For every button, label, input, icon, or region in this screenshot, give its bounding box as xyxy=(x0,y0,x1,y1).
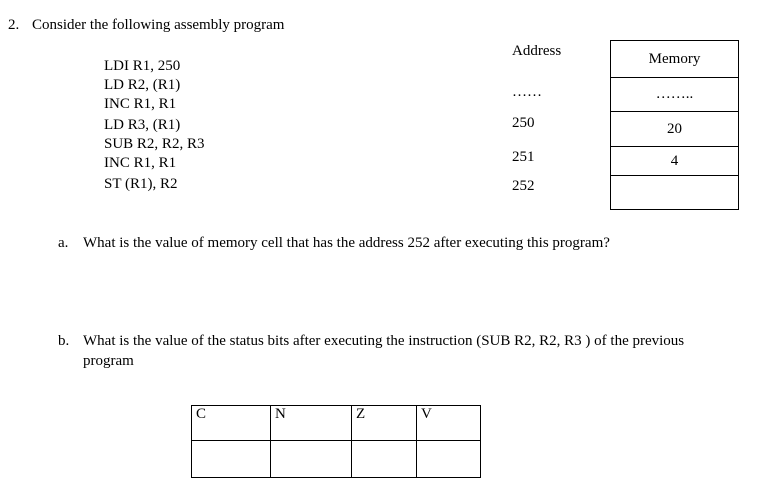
status-bit-value-c xyxy=(192,441,271,478)
status-bit-header-z: Z xyxy=(352,406,417,441)
memory-cell: 20 xyxy=(611,112,739,147)
sub-question-text-continued: program xyxy=(83,353,134,369)
memory-cell: 4 xyxy=(611,147,739,176)
sub-question-text: What is the value of the status bits after executing the instruction (SUB R2, R2, R3 ) of the previous xyxy=(83,333,685,349)
memory-cell: …….. xyxy=(611,78,739,112)
program-line: LDI R1, 250 xyxy=(104,58,181,74)
status-bit-header-c: C xyxy=(192,406,271,441)
memory-header: Memory xyxy=(611,41,739,78)
status-bit-header-v: V xyxy=(417,406,481,441)
program-line: INC R1, R1 xyxy=(104,155,177,171)
question-text: Consider the following assembly program xyxy=(32,17,285,33)
program-line: INC R1, R1 xyxy=(104,96,177,112)
status-bits-table xyxy=(191,405,481,478)
address-value: 250 xyxy=(512,115,535,131)
address-header: Address xyxy=(512,43,562,59)
question-number: 2. xyxy=(8,17,20,33)
address-value: 252 xyxy=(512,178,535,194)
sub-question-letter: b. xyxy=(58,333,70,349)
program-line: ST (R1), R2 xyxy=(104,176,178,192)
status-bit-value-z xyxy=(352,441,417,478)
memory-cell xyxy=(611,176,739,210)
address-value: 251 xyxy=(512,149,535,165)
program-line: SUB R2, R2, R3 xyxy=(104,136,205,152)
status-bit-value-n xyxy=(271,441,352,478)
sub-question-text: What is the value of memory cell that has the address 252 after executing this program? xyxy=(83,235,610,251)
sub-question-letter: a. xyxy=(58,235,69,251)
memory-table xyxy=(610,40,739,210)
address-value: …… xyxy=(512,84,542,100)
program-line: LD R2, (R1) xyxy=(104,77,181,93)
program-line: LD R3, (R1) xyxy=(104,117,181,133)
status-bit-header-n: N xyxy=(271,406,352,441)
status-bit-value-v xyxy=(417,441,481,478)
